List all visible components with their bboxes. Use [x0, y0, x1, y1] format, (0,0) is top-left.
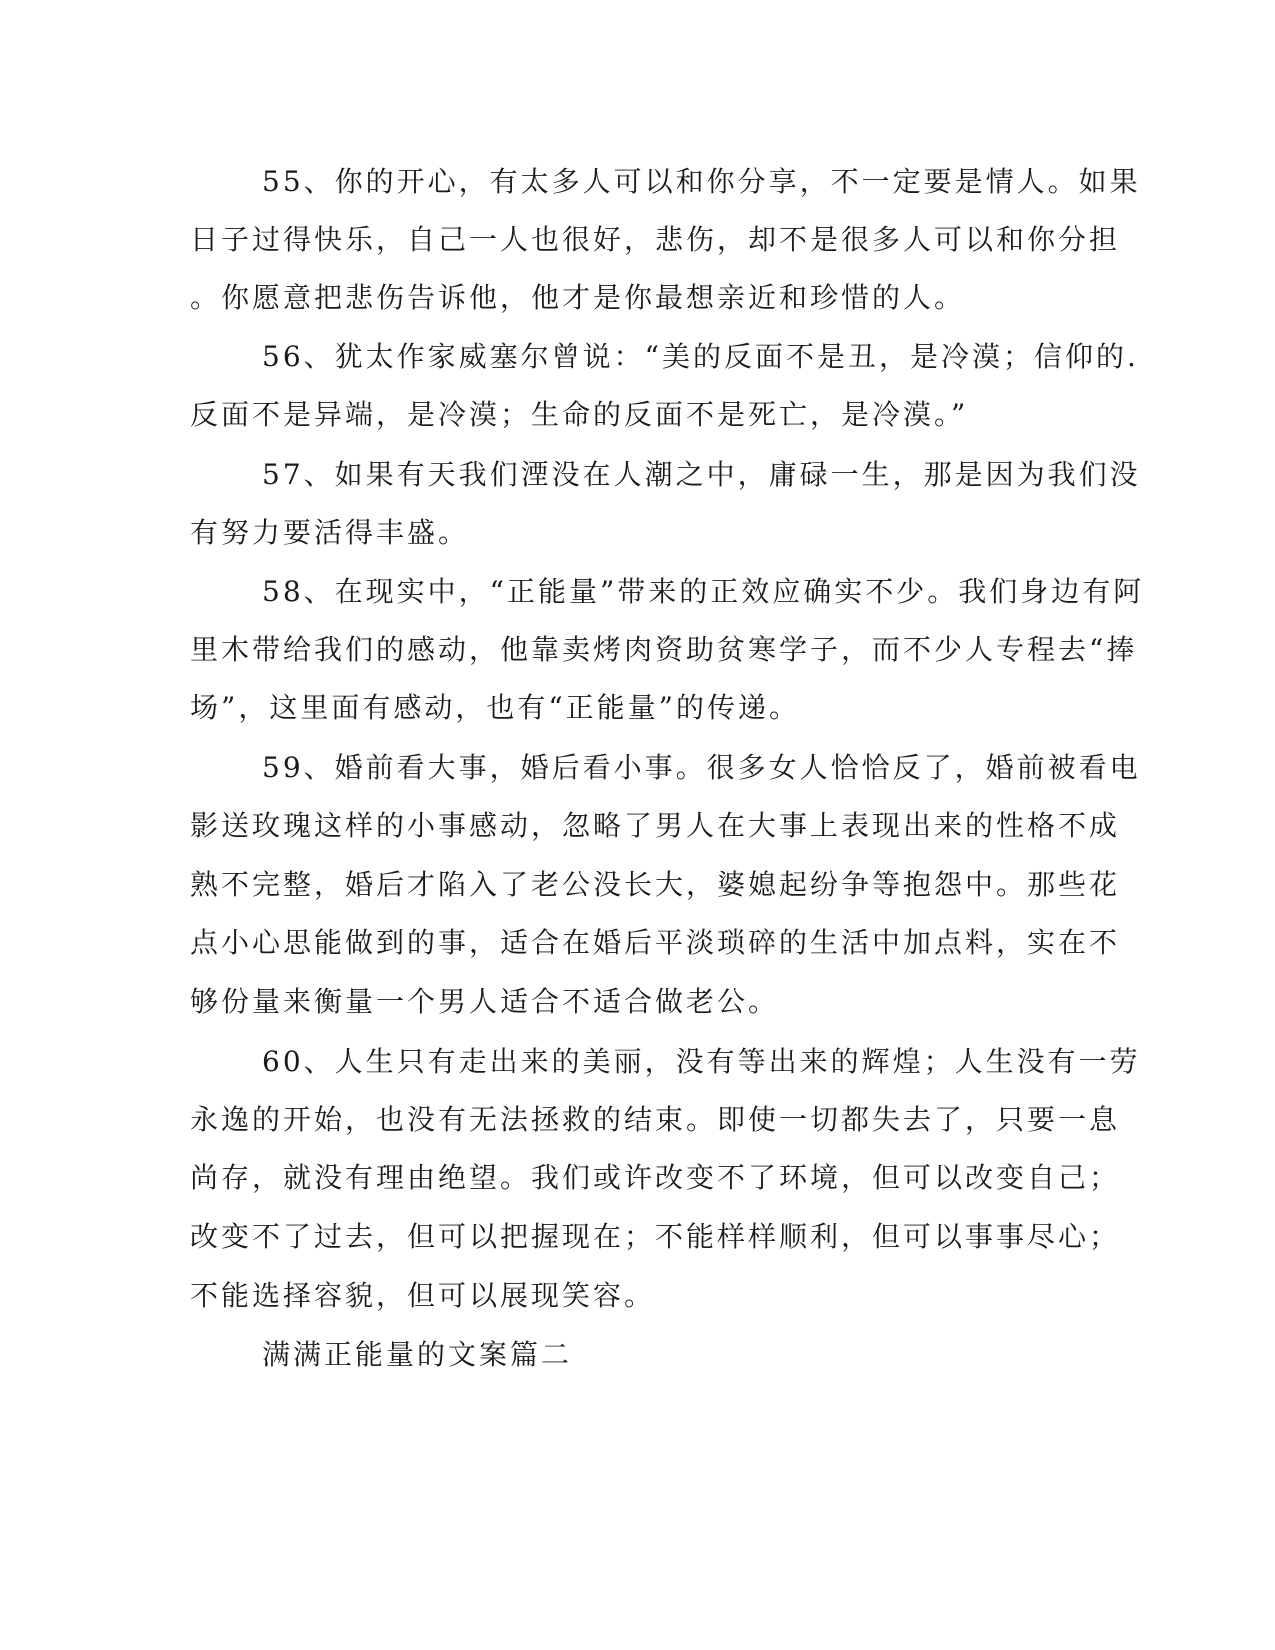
paragraph-55-line-3: 。你愿意把悲伤告诉他，他才是你最想亲近和珍惜的人。 — [190, 281, 966, 314]
paragraph-55-line-2: 日子过得快乐，自己一人也很好，悲伤，却不是很多人可以和你分担 — [190, 223, 1121, 256]
paragraph-57-line-1: 57、如果有天我们湮没在人潮之中，庸碌一生，那是因为我们没 — [262, 458, 1141, 491]
paragraph-59-line-1: 59、婚前看大事，婚后看小事。很多女人恰恰反了，婚前被看电 — [262, 751, 1141, 784]
paragraph-58-line-1: 58、在现实中，“正能量”带来的正效应确实不少。我们身边有阿 — [262, 575, 1145, 608]
paragraph-55-line-1: 55、你的开心，有太多人可以和你分享，不一定要是情人。如果 — [262, 165, 1141, 198]
paragraph-59-line-2: 影送玫瑰这样的小事感动，忽略了男人在大事上表现出来的性格不成 — [190, 809, 1121, 842]
paragraph-60-line-5: 不能选择容貌，但可以展现笑容。 — [190, 1279, 656, 1312]
paragraph-60-line-2: 永逸的开始，也没有无法拯救的结束。即使一切都失去了，只要一息 — [190, 1103, 1121, 1136]
paragraph-60-line-4: 改变不了过去，但可以把握现在；不能样样顺利，但可以事事尽心； — [190, 1220, 1121, 1253]
paragraph-58-line-2: 里木带给我们的感动，他靠卖烤肉资助贫寒学子，而不少人专程去“捧 — [190, 633, 1138, 666]
paragraph-56-line-2: 反面不是异端，是冷漠；生命的反面不是死亡，是冷漠。” — [190, 398, 969, 431]
paragraph-57-line-2: 有努力要活得丰盛。 — [190, 516, 470, 549]
section-heading: 满满正能量的文案篇二 — [262, 1338, 573, 1371]
paragraph-56-line-1: 56、犹太作家威塞尔曾说：“美的反面不是丑，是冷漠；信仰的. — [262, 340, 1139, 373]
paragraph-59-line-3: 熟不完整，婚后才陷入了老公没长大，婆媳起纷争等抱怨中。那些花 — [190, 868, 1121, 901]
paragraph-58-line-3: 场”，这里面有感动，也有“正能量”的传递。 — [190, 691, 800, 724]
paragraph-59-line-5: 够份量来衡量一个男人适合不适合做老公。 — [190, 985, 780, 1018]
paragraph-59-line-4: 点小心思能做到的事，适合在婚后平淡琐碎的生活中加点料，实在不 — [190, 926, 1121, 959]
paragraph-60-line-3: 尚存，就没有理由绝望。我们或许改变不了环境，但可以改变自己； — [190, 1161, 1121, 1194]
paragraph-60-line-1: 60、人生只有走出来的美丽，没有等出来的辉煌；人生没有一劳 — [262, 1045, 1141, 1078]
